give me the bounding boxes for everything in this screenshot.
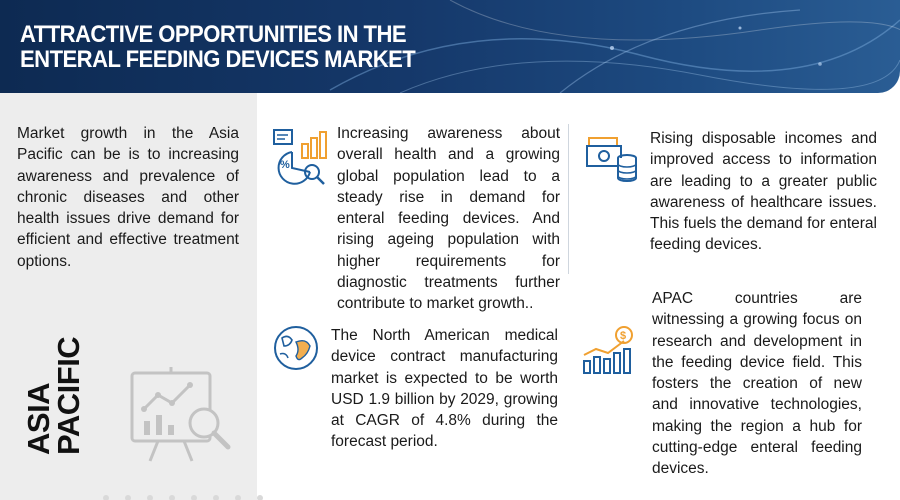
region-label-line-1: ASIA	[21, 382, 56, 455]
apac-text: APAC countries are witnessing a growing focus on research and development in the feeding device field. This fosters the creation of new and innovative technologies, making the region a hub for cutting-edge enteral feeding devices.	[652, 290, 862, 478]
page-title	[20, 22, 415, 72]
title-line-2: ENTERAL FEEDING DEVICES MARKET	[20, 46, 416, 73]
asia-pacific-summary: Market growth in the Asia Pacific can be is to increasing awareness and prevalence of chronic diseases and other health issues drive demand for efficient and effective treatment options.	[17, 125, 239, 270]
growth-chart-icon	[580, 325, 638, 375]
awareness-text: Increasing awareness about overall health and a growing global population lead to a steady rise in demand for enteral feeding devices. And rising ageing population with higher requirements for diagnostic treatments further contribute to market growth..	[337, 125, 560, 313]
north-america-text: The North American medical device contract manufacturing market is expected to be worth USD 1.9 billion by 2029, growing at CAGR of 4.8% during the forecast period.	[331, 327, 558, 451]
decorative-dots	[100, 490, 320, 500]
income-text: Rising disposable incomes and improved access to information are leading to a greater public awareness of healthcare issues. This fuels the demand for enteral feeding devices.	[650, 130, 877, 254]
column-divider	[568, 124, 569, 274]
svg-text:%: %	[280, 159, 290, 171]
header-banner	[0, 0, 900, 93]
svg-text:$: $	[620, 330, 627, 342]
left-panel	[0, 93, 257, 500]
title-line-1: ATTRACTIVE OPPORTUNITIES IN THE	[20, 21, 407, 48]
money-coins-icon	[585, 132, 639, 186]
region-label-line-2: PACIFIC	[51, 336, 86, 455]
health-analytics-icon	[272, 128, 334, 188]
region-label	[21, 336, 124, 455]
globe-icon	[272, 324, 320, 372]
analytics-board-icon	[128, 365, 236, 465]
